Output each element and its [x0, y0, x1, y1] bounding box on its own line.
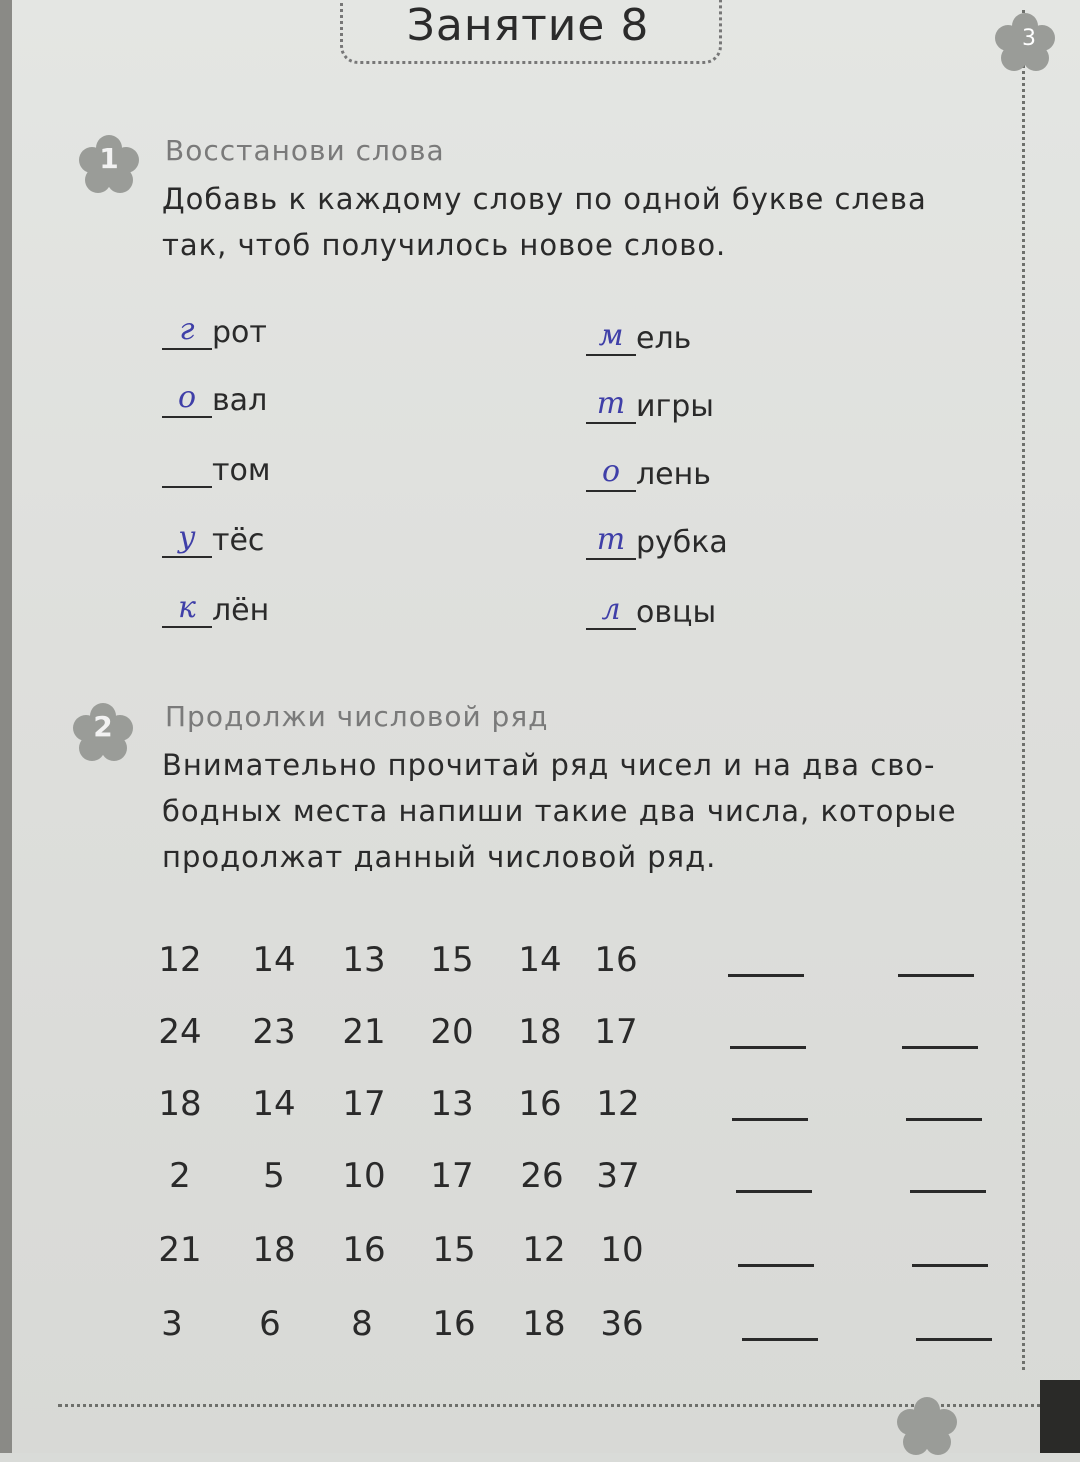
answer-blank[interactable]: о	[586, 454, 636, 492]
series-number: 18	[522, 1304, 566, 1344]
answer-blank[interactable]: о	[162, 380, 212, 418]
answer-blank[interactable]	[898, 974, 974, 977]
word-item	[162, 590, 269, 634]
word-item	[162, 450, 270, 494]
page-number-flower-icon	[896, 1396, 958, 1458]
series-number: 15	[430, 940, 474, 980]
number-series-row	[150, 1084, 1010, 1134]
cut-line-vertical	[1022, 10, 1025, 1370]
answer-blank[interactable]	[906, 1118, 982, 1121]
series-number: 13	[342, 940, 386, 980]
lesson-title: Занятие 8	[406, 0, 650, 51]
series-number: 20	[430, 1012, 474, 1052]
word-text: рот	[212, 315, 267, 350]
task-1-text-line: Добавь к каждому слову по одной букве слева	[162, 182, 927, 216]
answer-blank[interactable]	[162, 450, 212, 488]
word-item	[586, 592, 716, 636]
word-text: лён	[212, 593, 270, 628]
page-edge	[0, 0, 12, 1453]
series-number: 15	[432, 1230, 476, 1270]
task-2-heading: Продолжи числовой ряд	[165, 700, 549, 733]
word-text: тёс	[212, 523, 265, 558]
task-2-text-line: продолжат данный числовой ряд.	[162, 840, 717, 874]
series-number: 21	[342, 1012, 386, 1052]
series-number: 18	[518, 1012, 562, 1052]
answer-blank[interactable]	[902, 1046, 978, 1049]
series-number: 16	[342, 1230, 386, 1270]
task-1-heading: Восстанови слова	[165, 134, 445, 167]
series-number: 37	[596, 1156, 640, 1196]
series-number: 13	[430, 1084, 474, 1124]
series-number: 14	[252, 1084, 296, 1124]
number-series-row	[150, 1156, 1010, 1206]
page-edge-right	[1040, 1380, 1080, 1453]
answer-blank[interactable]: л	[586, 592, 636, 630]
answer-blank[interactable]: т	[586, 386, 636, 424]
answer-blank[interactable]	[910, 1190, 986, 1193]
answer-blank[interactable]	[738, 1264, 814, 1267]
word-item	[162, 520, 264, 564]
answer-blank[interactable]: у	[162, 520, 212, 558]
answer-blank[interactable]: м	[586, 318, 636, 356]
word-item	[586, 522, 728, 566]
series-number: 17	[594, 1012, 638, 1052]
word-item	[586, 454, 711, 498]
series-number: 17	[342, 1084, 386, 1124]
series-number: 23	[252, 1012, 296, 1052]
task-1-instructions	[162, 176, 927, 268]
series-number: 21	[158, 1230, 202, 1270]
series-number: 14	[518, 940, 562, 980]
word-text: вал	[212, 383, 268, 418]
series-number: 5	[263, 1156, 285, 1196]
number-series-row	[150, 940, 1010, 990]
number-series-row	[150, 1304, 1010, 1354]
series-number: 10	[600, 1230, 644, 1270]
word-text: овцы	[636, 595, 717, 630]
series-number: 16	[432, 1304, 476, 1344]
word-item	[162, 312, 267, 356]
answer-blank[interactable]: г	[162, 312, 212, 350]
series-number: 26	[520, 1156, 564, 1196]
answer-blank[interactable]	[730, 1046, 806, 1049]
series-number: 12	[596, 1084, 640, 1124]
word-text: ель	[636, 321, 692, 356]
word-text: том	[212, 453, 271, 488]
number-series-row	[150, 1230, 1010, 1280]
task-1-flower-icon	[78, 134, 140, 196]
series-number: 6	[259, 1304, 281, 1344]
task-2-instructions	[162, 742, 957, 880]
answer-blank[interactable]	[912, 1264, 988, 1267]
corner-number: 3	[1022, 26, 1036, 51]
number-series-row	[150, 1012, 1010, 1062]
series-number: 10	[342, 1156, 386, 1196]
series-number: 36	[600, 1304, 644, 1344]
task-2-flower-icon	[72, 702, 134, 764]
word-item	[162, 380, 267, 424]
task-1-number: 1	[99, 142, 119, 175]
series-number: 14	[252, 940, 296, 980]
task-2-text-line: бодных места напиши такие два числа, которые	[162, 794, 957, 828]
series-number: 12	[522, 1230, 566, 1270]
answer-blank[interactable]: т	[586, 522, 636, 560]
answer-blank[interactable]	[742, 1338, 818, 1341]
word-text: игры	[636, 389, 714, 424]
series-number: 18	[252, 1230, 296, 1270]
series-number: 8	[351, 1304, 373, 1344]
answer-blank[interactable]	[736, 1190, 812, 1193]
task-1-text-line: так, чтоб получилось новое слово.	[162, 228, 727, 262]
task-2-number: 2	[93, 710, 113, 743]
series-number: 18	[158, 1084, 202, 1124]
series-number: 3	[161, 1304, 183, 1344]
series-number: 2	[169, 1156, 191, 1196]
answer-blank[interactable]	[732, 1118, 808, 1121]
series-number: 16	[518, 1084, 562, 1124]
series-number: 17	[430, 1156, 474, 1196]
answer-blank[interactable]	[916, 1338, 992, 1341]
answer-blank[interactable]: к	[162, 590, 212, 628]
word-text: рубка	[636, 525, 728, 560]
task-2-text-line: Внимательно прочитай ряд чисел и на два сво-	[162, 748, 936, 782]
word-item	[586, 318, 691, 362]
word-text: лень	[636, 457, 711, 492]
series-number: 24	[158, 1012, 202, 1052]
series-number: 12	[158, 940, 202, 980]
answer-blank[interactable]	[728, 974, 804, 977]
word-item	[586, 386, 714, 430]
series-number: 16	[594, 940, 638, 980]
